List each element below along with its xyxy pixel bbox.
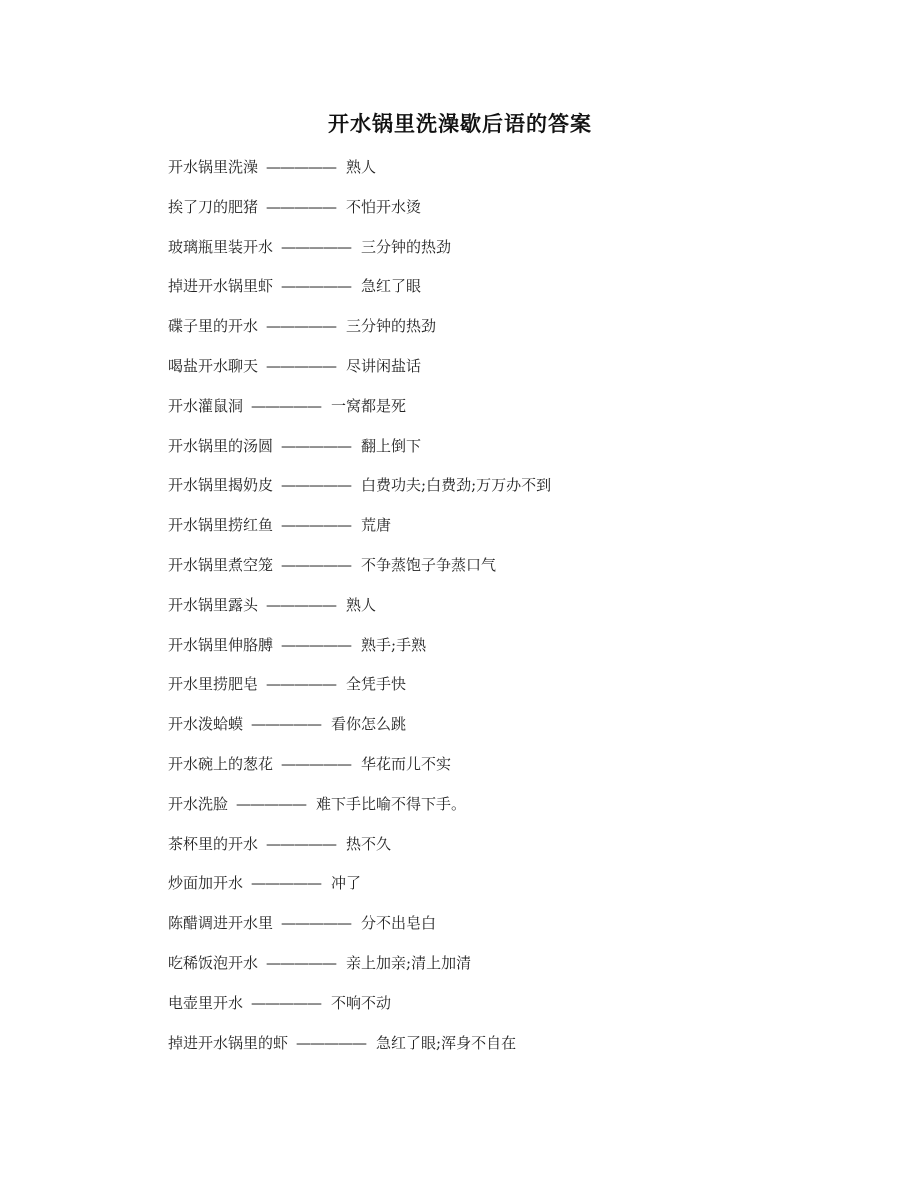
separator-dash: —————: [281, 237, 352, 256]
riddle-text: 开水锅里揭奶皮: [168, 476, 274, 495]
separator-dash: —————: [266, 595, 337, 614]
riddle-text: 掉进开水锅里的虾: [168, 1033, 289, 1052]
separator-dash: —————: [281, 914, 352, 933]
answer-text: 华花而儿不实: [361, 754, 452, 773]
riddle-text: 掉进开水锅里虾: [168, 277, 274, 296]
answer-text: 急红了眼;浑身不自在: [376, 1033, 517, 1052]
separator-dash: —————: [281, 436, 352, 455]
list-item: [168, 632, 551, 672]
answer-text: 熟人: [346, 595, 377, 614]
separator-dash: —————: [266, 317, 337, 336]
answer-text: 尽讲闲盐话: [346, 356, 422, 375]
list-item: [168, 313, 551, 353]
riddle-text: 吃稀饭泡开水: [168, 953, 259, 972]
answer-text: 分不出皂白: [361, 914, 437, 933]
answer-text: 不响不动: [331, 993, 392, 1012]
separator-dash: —————: [281, 476, 352, 495]
riddle-text: 开水碗上的葱花: [168, 754, 274, 773]
list-item: [168, 1030, 551, 1070]
list-item: [168, 950, 551, 990]
answer-text: 白费功夫;白费劲;万万办不到: [361, 476, 552, 495]
xiehouyu-list: [168, 154, 551, 1069]
separator-dash: —————: [266, 356, 337, 375]
list-item: [168, 393, 551, 433]
separator-dash: —————: [251, 396, 322, 415]
separator-dash: —————: [266, 675, 337, 694]
answer-text: 全凭手快: [346, 675, 407, 694]
riddle-text: 开水锅里捞红鱼: [168, 516, 274, 535]
answer-text: 熟手;手熟: [361, 635, 427, 654]
riddle-text: 喝盐开水聊天: [168, 356, 259, 375]
list-item: [168, 711, 551, 751]
separator-dash: —————: [281, 516, 352, 535]
list-item: [168, 990, 551, 1030]
riddle-text: 开水锅里煮空笼: [168, 555, 274, 574]
riddle-text: 开水锅里伸胳膊: [168, 635, 274, 654]
answer-text: 亲上加亲;清上加清: [346, 953, 472, 972]
riddle-text: 电壶里开水: [168, 993, 244, 1012]
answer-text: 热不久: [346, 834, 392, 853]
separator-dash: —————: [251, 993, 322, 1012]
riddle-text: 炒面加开水: [168, 874, 244, 893]
answer-text: 急红了眼: [361, 277, 422, 296]
riddle-text: 开水锅里的汤圆: [168, 436, 274, 455]
riddle-text: 开水灌鼠洞: [168, 396, 244, 415]
separator-dash: —————: [266, 197, 337, 216]
answer-text: 难下手比喻不得下手。: [316, 794, 467, 813]
separator-dash: —————: [236, 794, 307, 813]
riddle-text: 开水锅里露头: [168, 595, 259, 614]
riddle-text: 茶杯里的开水: [168, 834, 259, 853]
answer-text: 一窝都是死: [331, 396, 407, 415]
list-item: [168, 512, 551, 552]
riddle-text: 开水锅里洗澡: [168, 158, 259, 176]
separator-dash: —————: [266, 953, 337, 972]
answer-text: 看你怎么跳: [331, 715, 407, 734]
separator-dash: —————: [266, 834, 337, 853]
separator-dash: —————: [281, 754, 352, 773]
list-item: [168, 831, 551, 871]
separator-dash: —————: [266, 158, 337, 176]
separator-dash: —————: [251, 874, 322, 893]
separator-dash: —————: [251, 715, 322, 734]
document-title: 开水锅里洗澡歇后语的答案: [328, 111, 592, 136]
list-item: [168, 671, 551, 711]
separator-dash: —————: [281, 555, 352, 574]
answer-text: 翻上倒下: [361, 436, 422, 455]
riddle-text: 开水里捞肥皂: [168, 675, 259, 694]
answer-text: 不争蒸饱子争蒸口气: [361, 555, 497, 574]
list-item: [168, 870, 551, 910]
list-item: [168, 910, 551, 950]
list-item: [168, 273, 551, 313]
riddle-text: 挨了刀的肥猪: [168, 197, 259, 216]
list-item: [168, 234, 551, 274]
answer-text: 三分钟的热劲: [346, 317, 437, 336]
riddle-text: 开水洗脸: [168, 794, 229, 813]
riddle-text: 碟子里的开水: [168, 317, 259, 336]
list-item: [168, 154, 551, 194]
answer-text: 不怕开水烫: [346, 197, 422, 216]
riddle-text: 陈醋调进开水里: [168, 914, 274, 933]
list-item: [168, 194, 551, 234]
answer-text: 冲了: [331, 874, 362, 893]
separator-dash: —————: [281, 277, 352, 296]
list-item: [168, 791, 551, 831]
list-item: [168, 433, 551, 473]
separator-dash: —————: [296, 1033, 367, 1052]
answer-text: 三分钟的热劲: [361, 237, 452, 256]
riddle-text: 开水泼蛤蟆: [168, 715, 244, 734]
list-item: [168, 353, 551, 393]
list-item: [168, 751, 551, 791]
answer-text: 荒唐: [361, 516, 392, 535]
list-item: [168, 472, 551, 512]
separator-dash: —————: [281, 635, 352, 654]
riddle-text: 玻璃瓶里装开水: [168, 237, 274, 256]
answer-text: 熟人: [346, 158, 377, 176]
list-item: [168, 552, 551, 592]
list-item: [168, 592, 551, 632]
